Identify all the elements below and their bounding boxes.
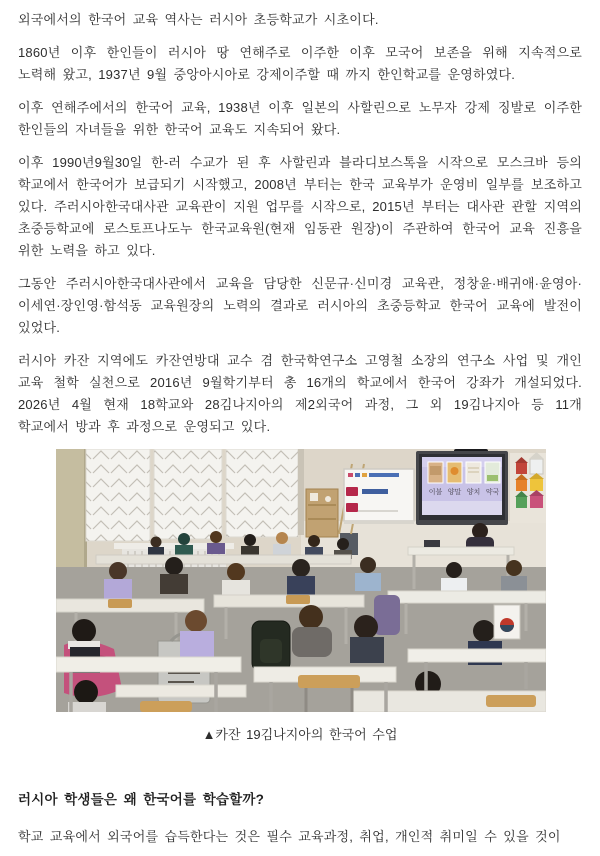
desk (388, 591, 546, 603)
board-card (466, 462, 481, 496)
board-card-label: 약국 (485, 489, 500, 496)
chair (108, 599, 132, 608)
section-paragraph: 학교 교육에서 외국어를 습득한다는 것은 필수 교육과정, 취업, 개인적 취미일 수 있을 것이 (18, 829, 561, 844)
desk (116, 685, 246, 697)
classroom-photo (56, 449, 546, 712)
article-paragraph: 1860년 이후 한인들이 러시아 땅 연해주로 이주한 이후 모국어 보존을 위해 지속적으로 노력해 왔고, 1937년 9월 중앙아시아로 강제이주할 때 까지 한인학교를 운영하였다. (18, 45, 582, 82)
article-paragraph: 이후 1990년9월30일 한-러 수교가 된 후 사할린과 블라디보스톡을 시작으로 모스크바 등의 학교에서 한국어가 보급되기 시작했고, 2008년 부터는 한국 교육부가 운영비 일부를 보조하고 있다. 주러시아한국대사관 교육관이 지원 업무를 시작으로, 2015년 부터는 대사관 관할 지역의 초중등학교에 로스토프나도누 한국교육원(현재 임동관 원장)이 주관하여 한국어 교육 진흥을 위한 노력을 하고 있다. (18, 155, 582, 258)
desk (96, 555, 351, 564)
article-paragraph: 러시아 카잔 지역에도 카잔연방대 교수 겸 한국학연구소 고영철 소장의 연구소 사업 및 개인 교육 철학 실천으로 2016년 9월학기부터 총 16개의 학교에서 한국어 강좌가 개설되었다. 2026년 4월 현재 18학교와 28김나지아의 제2외국어 과정, 그 외 19김나지아 등 11개 학교에서 방과 후 과정으로 운영되고 있다. (18, 353, 582, 434)
article-paragraph: 이후 연해주에서의 한국어 교육, 1938년 이후 일본의 사할린으로 노무자 강제 징발로 이주한 한인들의 자녀들을 위한 한국어 교육도 지속되어 왔다. (18, 100, 582, 137)
board-card (485, 462, 500, 496)
chair (140, 701, 192, 712)
board-card-label: 양치 (466, 489, 481, 496)
desk (408, 649, 546, 662)
board-card (428, 462, 443, 496)
smartboard (416, 451, 508, 525)
section-heading: 러시아 학생들은 왜 한국어를 학습할까? (18, 792, 265, 807)
whiteboard (344, 469, 414, 524)
board-card-label: 이불 (428, 489, 443, 496)
photo-caption: ▲카잔 19김나지아의 한국어 수업 (202, 727, 398, 742)
chair (298, 675, 360, 688)
wall-decor-houses (510, 452, 546, 523)
chair (286, 595, 310, 604)
window-blinds (86, 449, 304, 541)
chair (486, 695, 536, 707)
desk (56, 657, 241, 672)
board-card (447, 462, 462, 496)
board-card-label: 양말 (447, 489, 462, 496)
article-paragraph: 외국에서의 한국어 교육 역사는 러시아 초등학교가 시초이다. (18, 12, 379, 27)
backpack (374, 595, 400, 635)
article-paragraph: 그동안 주러시아한국대사관에서 교육을 담당한 신문규·신미경 교육관, 정창윤·배귀애·윤영아·이세연·장인영·함석동 교육원장의 노력의 결과로 러시아의 초중등학교 한국어 교육에 발전이 있었다. (18, 276, 582, 335)
